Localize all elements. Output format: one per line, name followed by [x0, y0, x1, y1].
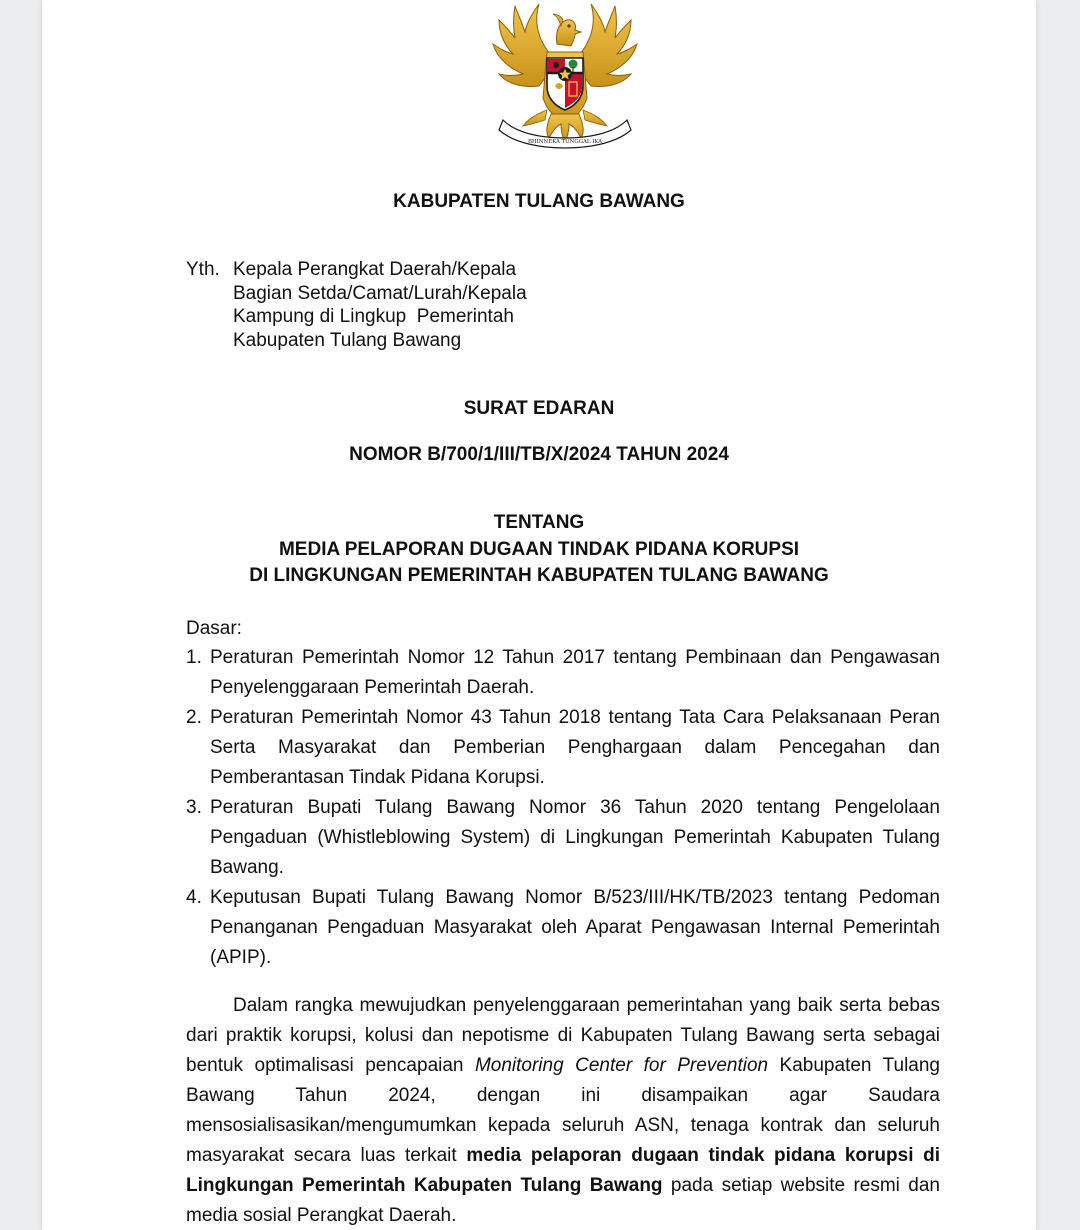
paragraph-italic-text: Monitoring Center for Prevention [474, 1055, 769, 1076]
emblem-motto: BHINNEKA TUNGGAL IKA [527, 139, 603, 145]
document-number: NOMOR B/700/1/III/TB/X/2024 TAHUN 2024 [349, 444, 729, 465]
paragraph-text: Kabupaten Tulang Bawang Tahun 2024, dengan ini disampaikan agar Saudara mensosialisasikan/mengumumkan kepada seluruh ASN, tenaga kontrak dan seluruh masyarakat secara luas terkait [186, 1055, 940, 1166]
document-type: SURAT EDARAN [463, 398, 615, 419]
regency-title: KABUPATEN TULANG BAWANG [393, 191, 685, 212]
addressee-line: Kampung di Lingkup Pemerintah [233, 306, 514, 327]
main-paragraph [186, 991, 940, 1230]
subject-line-1: MEDIA PELAPORAN DUGAAN TINDAK PIDANA KORUPSI [278, 539, 800, 560]
list-number: 4. [186, 887, 202, 908]
paragraph-bold-text: media pelaporan dugaan tindak pidana korupsi di Lingkungan Pemerintah Kabupaten Tulang Bawang [186, 1145, 940, 1196]
list-text: Keputusan Bupati Tulang Bawang Nomor B/523/III/HK/TB/2023 tentang Pedoman Penanganan Pengaduan Masyarakat oleh Aparat Pengawasan Internal Pemerintah (APIP). [210, 887, 940, 968]
list-text: Peraturan Bupati Tulang Bawang Nomor 36 Tahun 2020 tentang Pengelolaan Pengaduan (Whistleblowing System) di Lingkungan Pemerintah Kabupaten Tulang Bawang. [210, 797, 940, 878]
list-text: Peraturan Pemerintah Nomor 12 Tahun 2017 tentang Pembinaan dan Pengawasan Penyelenggaraan Pemerintah Daerah. [210, 647, 940, 698]
list-number: 1. [186, 647, 202, 668]
addressee-line: Kabupaten Tulang Bawang [233, 329, 462, 351]
addressee-label: Yth. [186, 259, 220, 280]
list-item [186, 793, 940, 883]
addressee-line: Kepala Perangkat Daerah/Kepala [233, 259, 517, 280]
document-page [42, 0, 1036, 1230]
list-item [186, 883, 940, 973]
list-item [186, 643, 940, 703]
paragraph-text: pada setiap website resmi dan media sosial Perangkat Daerah. [186, 1175, 940, 1226]
list-number: 2. [186, 707, 202, 728]
list-text: Peraturan Pemerintah Nomor 43 Tahun 2018 tentang Tata Cara Pelaksanaan Peran Serta Masyarakat dan Pemberian Penghargaan dalam Pencegahan dan Pemberantasan Tindak Pidana Korupsi. [210, 707, 940, 788]
addressee-line: Bagian Setda/Camat/Lurah/Kepala [233, 282, 527, 304]
paragraph-text: Dalam rangka mewujudkan penyelenggaraan pemerintahan yang baik serta bebas dari praktik korupsi, kolusi dan nepotisme di Kabupaten Tulang Bawang serta sebagai bentuk optimalisasi pencapaian [186, 995, 940, 1076]
basis-list [186, 643, 940, 973]
list-number: 3. [186, 797, 202, 818]
about-heading: TENTANG [493, 512, 585, 533]
garuda-emblem-icon [487, 2, 643, 152]
subject-line-2: DI LINGKUNGAN PEMERINTAH KABUPATEN TULANG BAWANG [249, 565, 829, 586]
list-item [186, 703, 940, 793]
basis-heading: Dasar: [186, 618, 242, 639]
